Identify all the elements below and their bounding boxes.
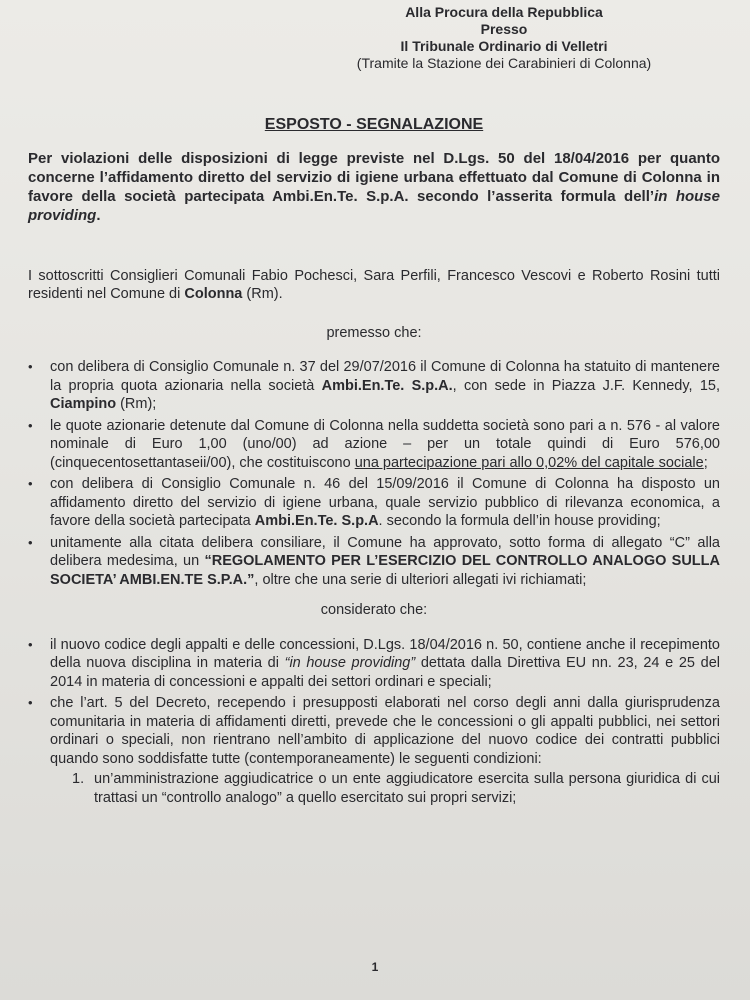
addressee-line-2: Presso (480, 21, 528, 37)
bullet-icon: • (28, 695, 33, 710)
premesso-heading: premesso che: (326, 324, 422, 341)
item-text: ; (703, 454, 708, 471)
premesso-list (28, 358, 720, 589)
item-text: unitamente alla citata delibera consiliare, il Comune ha approvato, sotto forma di allegato “C” alla delibera medesima, un (50, 534, 720, 569)
item-text: con delibera di Consiglio Comunale n. 46 del 15/09/2016 il Comune di Colonna ha disposto un affidamento diretto del servizio di igiene urbana, quale servizio pubblico di rilevanza economica, a favore della società partecipata (50, 476, 720, 529)
condition-item (72, 770, 720, 807)
intro-end: (Rm). (242, 286, 283, 302)
item-bold: Ambi.En.Te. S.p.A (254, 513, 379, 529)
bullet-icon: • (28, 359, 33, 374)
intro-bold: Colonna (184, 286, 243, 302)
item-bold: Ambi.En.Te. S.p.A. (321, 377, 453, 394)
item-text: che l’art. 5 del Decreto, recependo i presupposti elaborati nel corso degli anni dalla giurisprudenza comunitaria in materia di affidamenti diretti, prevede che le concessioni o gli appalti pubblici, nei settori ordinari o speciali, non rientrano nell’ambito di applicazione del nuovo codice dei contratti pubblici quando sono soddisfatte tutte (contemporaneamente) le seguenti condizioni: (50, 695, 720, 767)
considerato-heading: considerato che: (320, 602, 428, 618)
list-item (28, 534, 720, 590)
item-text: . secondo la formula dell’in house providing; (378, 513, 661, 529)
bullet-icon: • (28, 534, 33, 550)
intro-paragraph (28, 267, 720, 304)
page-number: 1 (371, 959, 379, 974)
item-text: , oltre che una serie di ulteriori allegati ivi richiamati; (254, 571, 587, 588)
considerato-list (28, 636, 720, 808)
subject-end: . (96, 206, 101, 224)
subject-italic: in house providing (28, 187, 720, 224)
conditions-list (50, 770, 720, 807)
list-item (28, 475, 720, 531)
item-text: , con sede in Piazza J.F. Kennedy, 15, (452, 377, 720, 394)
item-text: (Rm); (116, 396, 157, 412)
bullet-icon: • (28, 476, 33, 491)
condition-number: 1. (72, 771, 85, 787)
addressee-line-3: Il Tribunale Ordinario di Velletri (400, 38, 608, 54)
item-text: dettata dalla Direttiva EU nn. 23, 24 e 25 del 2014 in materia di concessioni e appalti dei settori ordinari e speciali; (50, 655, 720, 690)
document-title: ESPOSTO - SEGNALAZIONE (264, 116, 484, 133)
item-bold: Ciampino (50, 396, 117, 412)
list-item (28, 694, 720, 807)
item-italic: “in house providing” (284, 655, 416, 671)
item-bold: “REGOLAMENTO PER L’ESERCIZIO DEL CONTROLLO ANALOGO SULLA SOCIETA’ AMBI.EN.TE S.P.A.” (50, 553, 720, 588)
intro-text: I sottoscritti Consiglieri Comunali Fabio Pochesci, Sara Perfili, Francesco Vescovi e Roberto Rosini tutti residenti nel Comune di (28, 267, 720, 302)
bullet-icon: • (28, 636, 33, 652)
bullet-icon: • (28, 417, 33, 433)
item-text: il nuovo codice degli appalti e delle concessioni, D.Lgs. 18/04/2016 n. 50, contiene anche il recepimento della nuova disciplina in materia di (50, 636, 720, 671)
addressee-block (288, 4, 720, 72)
addressee-line-4: (Tramite la Stazione dei Carabinieri di Colonna) (356, 55, 652, 71)
addressee-line-1: Alla Procura della Repubblica (405, 4, 603, 20)
condition-text: un’amministrazione aggiudicatrice o un ente aggiudicatore esercita sulla persona giuridica di cui trattasi un “controllo analogo” a quello esercitato sui propri servizi; (94, 771, 720, 806)
subject-text: Per violazioni delle disposizioni di legge previste nel D.Lgs. 50 del 18/04/2016 per quanto concerne l’affidamento diretto del servizio di igiene urbana effettuato dal Comune di Colonna in favore della società partecipata Ambi.En.Te. S.p.A. secondo l’asserita formula dell’ (28, 149, 720, 205)
list-item (28, 358, 720, 414)
item-text: con delibera di Consiglio Comunale n. 37 del 29/07/2016 il Comune di Colonna ha statuito di mantenere la propria quota azionaria nella società (50, 359, 720, 394)
item-underlined: una partecipazione pari allo 0,02% del capitale sociale (354, 454, 704, 471)
list-item (28, 417, 720, 473)
subject-paragraph (28, 149, 720, 225)
list-item (28, 636, 720, 692)
item-text: le quote azionarie detenute dal Comune di Colonna nella suddetta società sono pari a n. 576 - al valore nominale di Euro 1,00 (uno/00) ad azione – per un totale quindi di Euro 576,00 (cinquecentosettantaseii/00), che costituiscono (50, 417, 720, 471)
